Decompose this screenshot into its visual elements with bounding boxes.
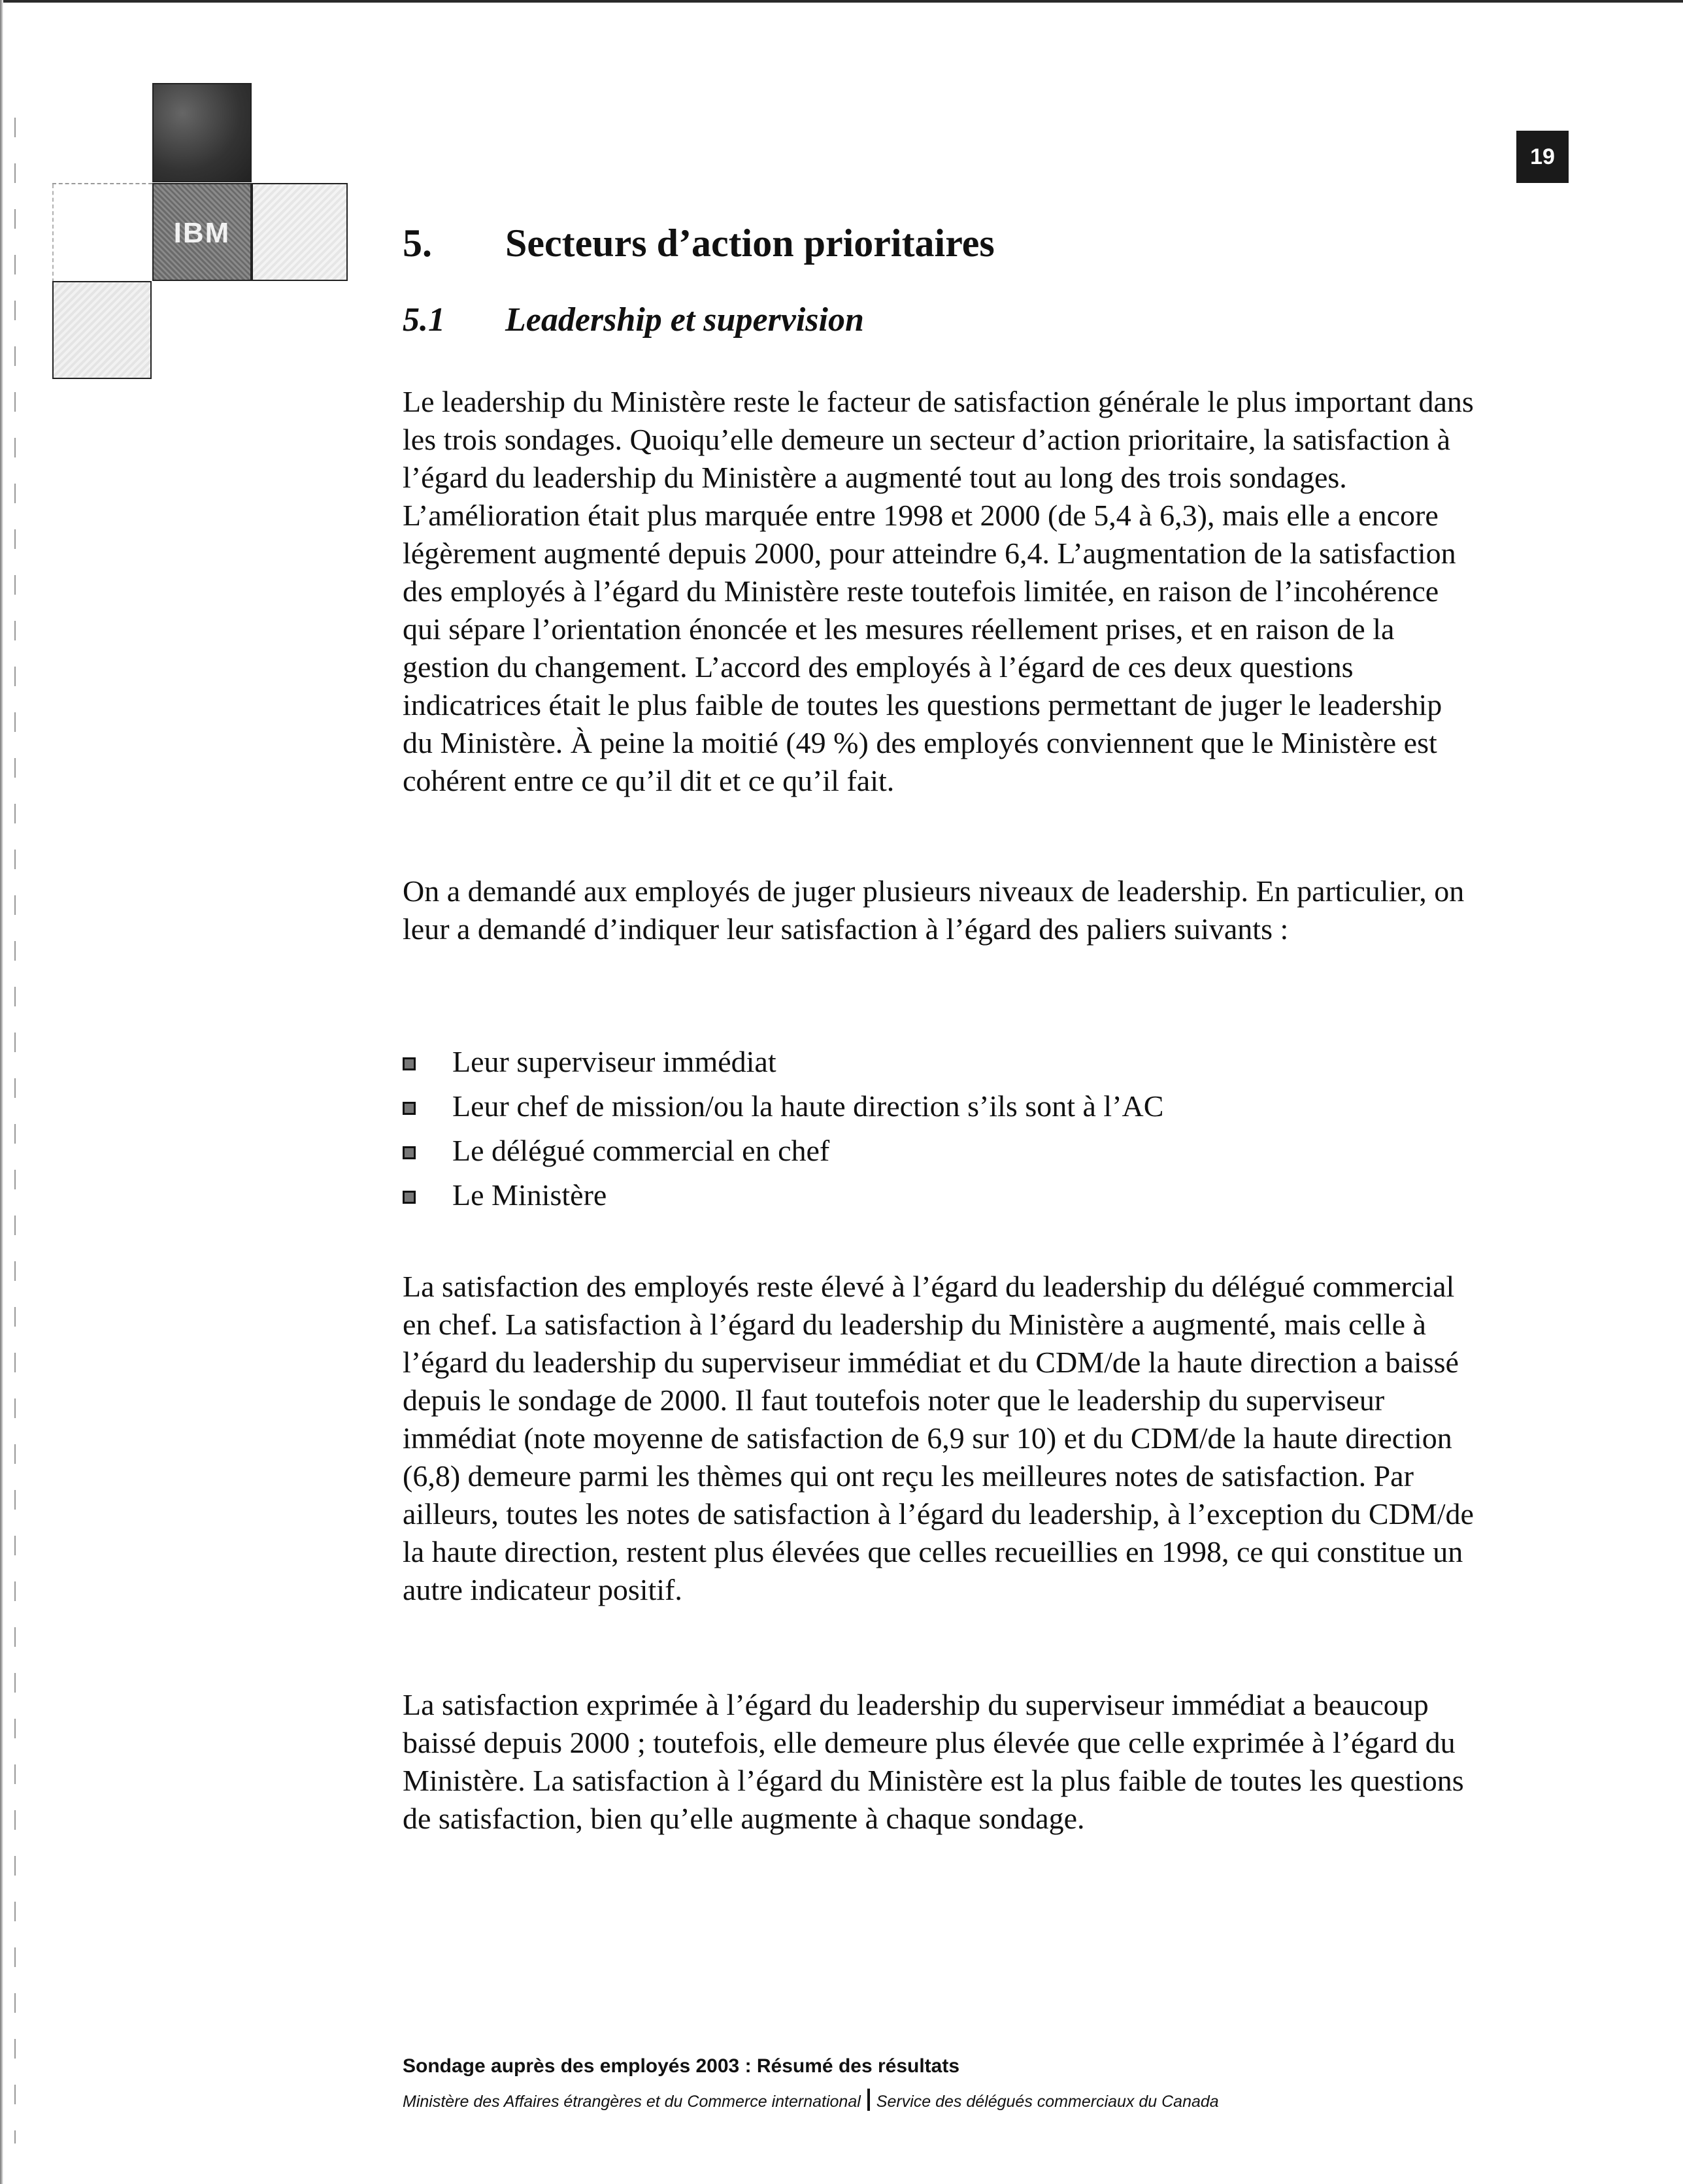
scan-edge-left	[0, 0, 3, 2184]
list-item	[403, 1132, 1163, 1176]
body-paragraph: La satisfaction exprimée à l’égard du leadership du superviseur immédiat a beaucoup baissé depuis 2000 ; toutefois, elle demeure plus élevée que celle exprimée à l’égard du Ministère. La satisfaction à l’égard du Ministère est la plus faible de toutes les questions de satisfaction, bien qu’elle augmente à chaque sondage.	[403, 1688, 1464, 1835]
logo-block-light-bottom	[52, 281, 152, 379]
footer-title: Sondage auprès des employés 2003 : Résumé des résultats	[403, 2055, 960, 2077]
leadership-levels-list	[403, 1043, 1163, 1221]
subsection-title: Leadership et supervision	[505, 301, 864, 339]
list-item	[403, 1043, 1163, 1087]
list-item-text: Leur superviseur immédiat	[452, 1045, 776, 1078]
subsection-heading	[403, 301, 864, 339]
scan-artifact-line	[14, 118, 16, 2143]
logo-dotted-rule	[52, 183, 152, 184]
list-item	[403, 1176, 1163, 1221]
scan-edge-top	[0, 0, 1683, 3]
logo-block-dark	[152, 83, 252, 182]
section-heading	[403, 221, 995, 266]
list-item-text: Le Ministère	[452, 1178, 607, 1212]
list-item	[403, 1087, 1163, 1132]
body-paragraph: Le leadership du Ministère reste le facteur de satisfaction générale le plus important dans les trois sondages. Quoiqu’elle demeure un secteur d’action prioritaire, la satisfaction à l’égard du leadership du Ministère a augmenté tout au long des trois sondages. L’amélioration était plus marquée entre 1998 et 2000 (de 5,4 à 6,3), mais elle a encore légèrement augmenté depuis 2000, pour atteindre 6,4. L’augmentation de la satisfaction des employés à l’égard du Ministère reste toutefois limitée, en raison de l’incohérence qui sépare l’orientation énoncée et les mesures réellement prises, et en raison de la gestion du changement. L’accord des employés à l’égard de ces deux questions indicatrices était le plus faible de toutes les questions permettant de juger le leadership du Ministère. À peine la moitié (49 %) des employés conviennent que le Ministère est cohérent entre ce qu’il dit et ce qu’il fait.	[403, 385, 1474, 797]
list-item-text: Le délégué commercial en chef	[452, 1134, 830, 1167]
square-bullet-icon	[403, 1146, 416, 1159]
body-paragraph: On a demandé aux employés de juger plusieurs niveaux de leadership. En particulier, on leur a demandé d’indiquer leur satisfaction à l’égard des paliers suivants :	[403, 874, 1465, 946]
body-paragraph: La satisfaction des employés reste élevé à l’égard du leadership du délégué commercial en chef. La satisfaction à l’égard du leadership du Ministère a augmenté, mais celle à l’égard du leadership du superviseur immédiat et du CDM/de la haute direction a baissé depuis le sondage de 2000. Il faut toutefois noter que le leadership du superviseur immédiat (note moyenne de satisfaction de 6,9 sur 10) et du CDM/de la haute direction (6,8) demeure parmi les thèmes qui ont reçu les meilleures notes de satisfaction. Par ailleurs, toutes les notes de satisfaction à l’égard du leadership, à l’exception du CDM/de la haute direction, restent plus élevées que celles recueillies en 1998, ce qui constitue un autre indicateur positif.	[403, 1270, 1474, 1606]
footer-org-left: Ministère des Affaires étrangères et du Commerce international	[403, 2093, 861, 2111]
subsection-number: 5.1	[403, 301, 445, 339]
footer-organizations	[403, 2089, 1219, 2111]
logo-block-light-right	[252, 183, 348, 281]
page-number-badge: 19	[1516, 131, 1569, 183]
section-number: 5.	[403, 222, 432, 265]
square-bullet-icon	[403, 1057, 416, 1070]
logo-block-ibm	[152, 183, 252, 281]
logo-dotted-rule-vertical	[52, 184, 54, 282]
section-title: Secteurs d’action prioritaires	[505, 222, 995, 265]
footer-separator	[867, 2089, 870, 2111]
ibm-logo-text: IBM	[154, 217, 250, 250]
footer-org-right: Service des délégués commerciaux du Canada	[876, 2093, 1219, 2111]
square-bullet-icon	[403, 1102, 416, 1115]
list-item-text: Leur chef de mission/ou la haute direction s’ils sont à l’AC	[452, 1089, 1164, 1123]
square-bullet-icon	[403, 1191, 416, 1204]
